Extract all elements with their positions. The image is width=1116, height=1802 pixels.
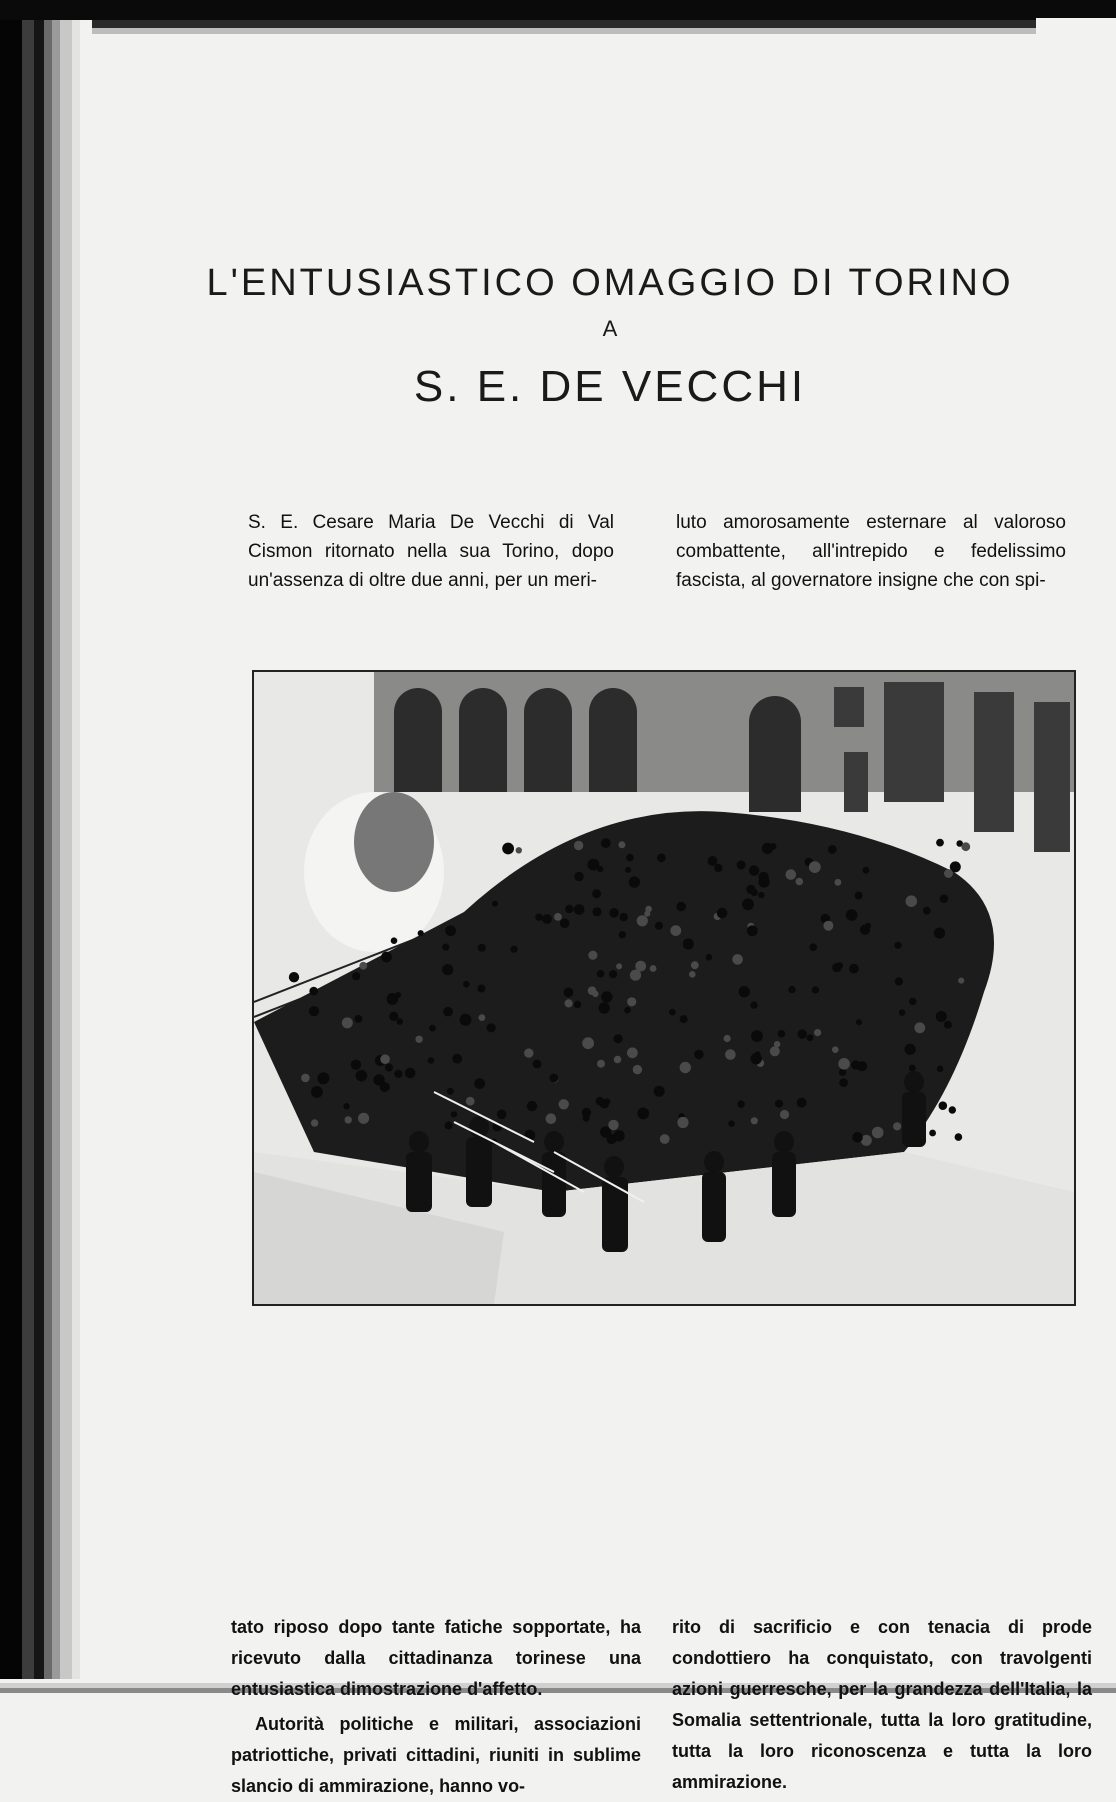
scan-top-edge: [0, 0, 1116, 34]
body-left-paragraph-2: Autorità politiche e militari, associazioni patriottiche, privati cittadini, riuniti in sublime slancio di ammirazione, hanno vo-: [231, 1714, 641, 1796]
headline-connector: A: [602, 316, 618, 341]
intro-column-left: [248, 508, 614, 595]
intro-column-right: [676, 508, 1066, 595]
body-left-paragraph-1: tato riposo dopo tante fatiche sopportate, ha ricevuto dalla cittadinanza torinese una entusiastica dimostrazione d'affetto.: [231, 1617, 641, 1699]
body-column-left: [231, 1612, 641, 1802]
headline-name: S. E. DE VECCHI: [413, 362, 807, 411]
body-right-paragraph: rito di sacrificio e con tenacia di prode condottiero ha conquistato, con travolgenti azioni guerresche, per la grandezza dell'Italia, la Somalia settentrionale, tutta la loro gratitudine, tutta la loro riconoscenza e tutta la loro ammirazione.: [672, 1617, 1092, 1792]
crowd-photograph: [252, 670, 1076, 1306]
headline-line-1: L'ENTUSIASTICO OMAGGIO DI TORINO: [206, 262, 1014, 304]
intro-right-text: luto amorosamente esternare al valoroso combattente, all'intrepido e fedelissimo fascista, al governatore insigne che con spi-: [676, 512, 1066, 591]
crowd-photo-illustration: [254, 672, 1074, 1304]
body-column-right: [672, 1612, 1092, 1798]
intro-left-text: S. E. Cesare Maria De Vecchi di Val Cismon ritornato nella sua Torino, dopo un'assenza di oltre due anni, per un meri-: [248, 512, 614, 591]
book-spine-shadow: [0, 20, 92, 1693]
